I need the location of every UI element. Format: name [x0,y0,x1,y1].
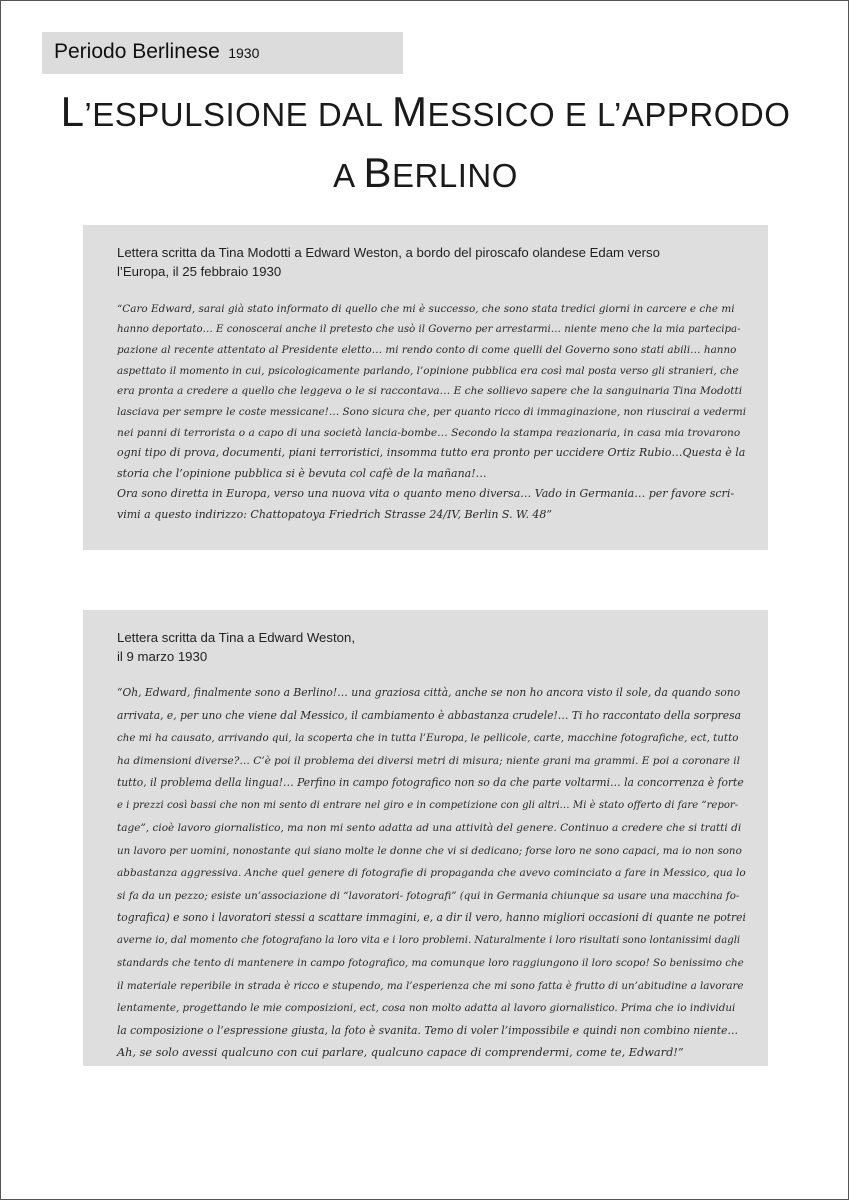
letter-text-line: abbastanza aggressiva. Anche quel genere di fotografie di propaganda che avevo cominciato a fare in Messico, qua lo [117,867,746,879]
letter-text-line: la composizione o l’espressione giusta, la foto è svanita. Temo di voler l’impossibile e quindi non combino niente… [117,1023,739,1037]
title-initial-b: B [363,149,392,196]
letter-text-line: lentamente, progettando le mie composizioni, ect, cosa non molto adatta al lavoro giornalistico. Prima che io individui [117,1002,736,1014]
letter-box-1 [83,225,768,550]
letter-text-line: Ah, se solo avessi qualcuno con cui parlare, qualcuno capace di comprendermi, come te, Edward!” [117,1046,684,1059]
letter-text-line: arrivata, e, per uno che viene dal Messico, il cambiamento è abbastanza crudele!… Ti ho raccontato della sorpresa [117,708,741,722]
section-year: 1930 [228,45,260,61]
letter-text-line: il materiale reperibile in strada è ricco e stupendo, ma l’esperienza che mi sono fatta è frutto di un’abitudine a lavorare [117,979,744,992]
section-name: Periodo Berlinese [54,40,220,63]
letter-text-line: hanno deportato… E conoscerai anche il pretesto che usò il Governo per arrestarmi… niente meno che la mia partecipa- [117,323,741,335]
letter-text-line: che mi ha causato, arrivando qui, la scoperta che in tutta l’Europa, le pellicole, carte, macchine fotografiche, ect, tutto [117,732,739,744]
title-text-espulsione: ’ESPULSIONE DAL [84,96,392,133]
letter-text-line: e i prezzi così bassi che non mi sento di entrare nel giro e in competizione con gli altri… Mi è stato offerto di fare “repor- [117,799,739,811]
letter-2-body [117,682,746,1065]
letter-heading-line: Lettera scritta da Tina a Edward Weston, [117,630,355,645]
letter-text-line: lasciava per sempre le coste messicane!… Sono sicura che, per quanto ricco di immaginazione, non riuscirai a vedermi [117,405,747,418]
letter-text-line: si fa da un pezzo; esiste un’associazione di “lavoratori- fotografi” (qui in Germania chiunque sa usare una macchina fo- [117,889,740,902]
letter-1-heading [117,243,746,281]
letter-text-line: era pronta a credere a quello che leggeva o le si raccontava… E che sollievo sapere che la sanguinaria Tina Modotti [117,385,743,398]
title-line-2 [41,144,810,205]
letter-heading-line: Lettera scritta da Tina Modotti a Edward Weston, a bordo del piroscafo olandese Edam verso [117,245,660,260]
letter-text-line: ogni tipo di prova, documenti, piani terroristici, insomma tutto era pronto per uccidere Ortiz Rubio…Questa è la [117,446,746,460]
letter-text-line: tage”, cioè lavoro giornalistico, ma non mi sento adatta ad una attività del genere. Continuo a credere che si tratti di [117,822,742,834]
letter-text-line: ha dimensioni diverse?… C’è poi il problema dei diversi metri di misura; niente grani ma grammi. E poi a coronare il [117,754,740,767]
letter-heading-line: l’Europa, il 25 febbraio 1930 [117,264,282,279]
letter-text-line: un lavoro per uomini, nonostante qui siano molte le donne che vi si dedicano; forse loro ne sono capaci, ma io non sono [117,844,742,857]
letter-text-line: tografica) e sono i lavoratori stessi a scattare immagini, e, a dir il vero, hanno migliori occasioni di quante ne potrei [117,911,746,924]
title-initial-l: L [60,88,85,135]
letter-1-body [117,299,746,526]
page-title [41,83,810,205]
title-text-messico: ESSICO E L’APPRODO [427,96,791,133]
letter-heading-line: il 9 marzo 1930 [117,649,208,664]
letter-text-line: “Caro Edward, sarai già stato informato di quello che mi è successo, che sono stata tredici giorni in carcere e che mi [117,303,735,315]
title-initial-m: M [391,88,428,135]
letter-text-line: Ora sono diretta in Europa, verso una nuova vita o quanto meno diversa… Vado in Germania… per favore scri- [117,487,735,501]
title-line-1 [41,83,810,144]
letter-text-line: aspettato il momento in cui, psicologicamente parlando, l’opinione pubblica era così mal posta verso gli stranieri, che [117,364,739,377]
letter-text-line: tutto, il problema della lingua!… Perfino in campo fotografico non so da che parte voltarmi… la concorrenza è forte [117,776,744,789]
letter-text-line: averne io, dal momento che fotografano la loro vita e i loro problemi. Naturalmente i loro risultati sono lontanissimi dagli [117,934,741,946]
letter-box-2 [83,610,768,1066]
letter-text-line: standards che tento di mantenere in campo fotografico, ma comunque loro raggiungono il loro scopo! So benissimo che [117,957,744,969]
section-header-tab [42,32,403,74]
letter-text-line: “Oh, Edward, finalmente sono a Berlino!… una graziosa città, anche se non ho ancora visto il sole, da quando sono [117,686,741,699]
title-text-a: A [333,157,364,194]
letter-2-heading [117,628,746,666]
title-text-berlino: ERLINO [392,157,518,194]
letter-text-line: nei panni di terrorista o a capo di una società lancia-bombe… Secondo la stampa reazionaria, in casa mia trovarono [117,426,741,439]
letter-text-line: pazione al recente attentato al Presidente eletto… mi rendo conto di come quelli del Governo sono stati abili… hanno [117,344,737,357]
letter-text-line: vimi a questo indirizzo: Chattopatoya Friedrich Strasse 24/IV, Berlin S. W. 48” [117,507,553,521]
letter-text-line: storia che l’opinione pubblica si è bevuta col cafè de la mañana!… [117,466,487,480]
